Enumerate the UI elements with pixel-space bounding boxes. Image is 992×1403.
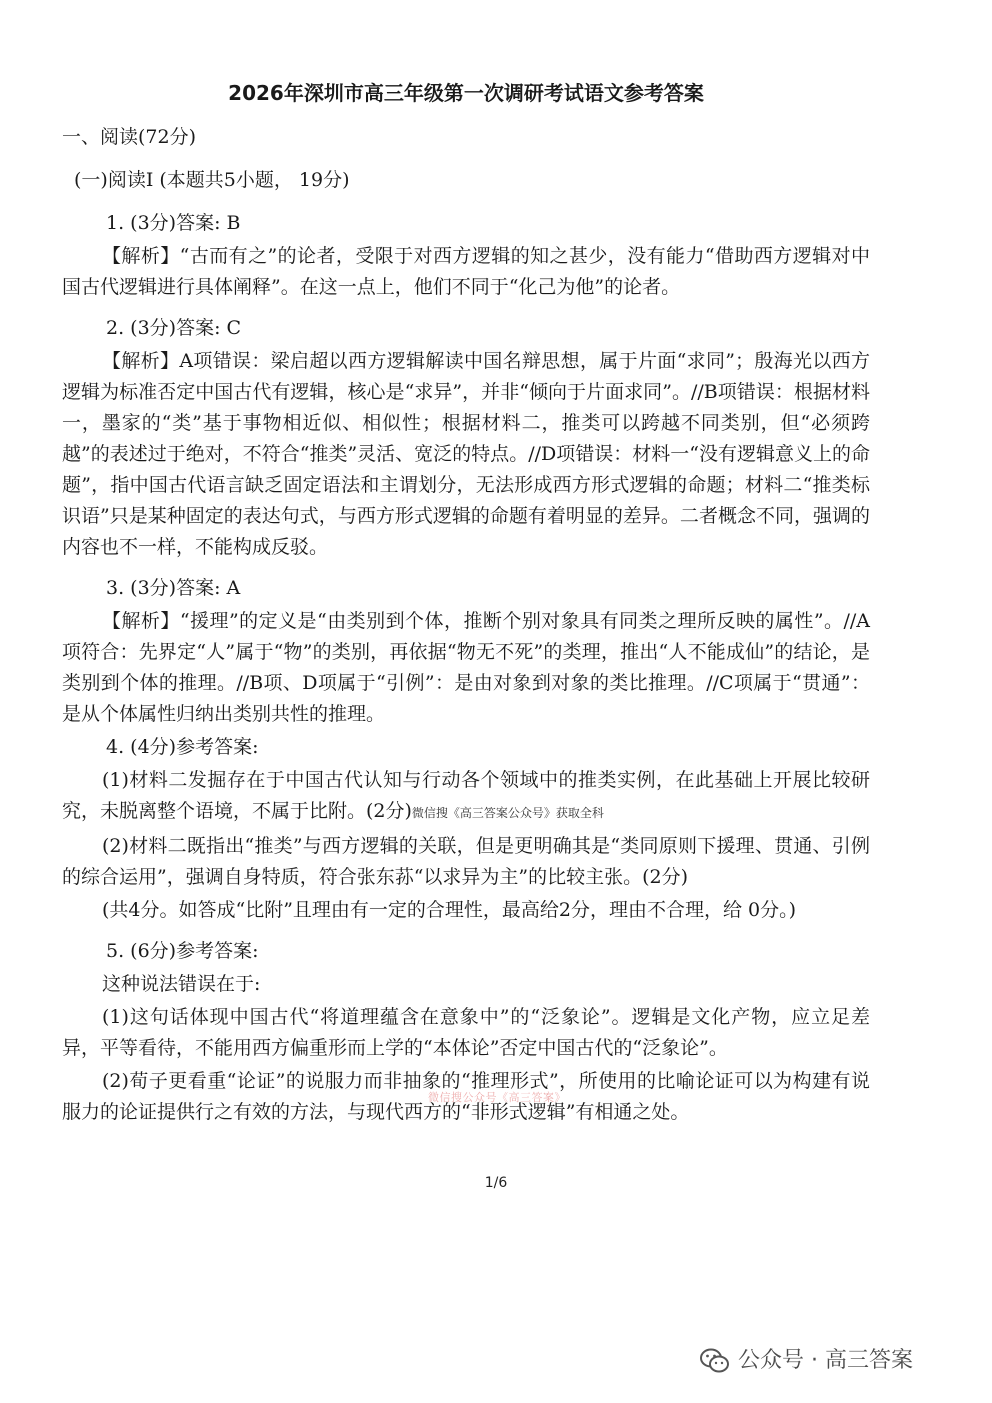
page-title: 2026年深圳市高三年级第一次调研考试语文参考答案 xyxy=(228,81,704,105)
question-3-analysis: 【解析】“援理”的定义是“由类别到个体，推断个别对象具有同类之理所反映的属性”。//A项符合：先界定“人”属于“物”的类别，再依据“物无不死”的类理，推出“人不能成仙”的结论，是类别到个体的推理。//B项、D项属于“引例”：是由对象到对象的类比推理。//C项属于“贯通”：是从个体属性归纳出类别共性的推理。 xyxy=(62,610,870,725)
question-5-head: 5. (6分)参考答案: xyxy=(106,940,259,962)
question-4-point-1-text: (1)材料二发掘存在于中国古代认知与行动各个领域中的推类实例，在此基础上开展比较研究，未脱离整个语境，不属于比附。(2分) xyxy=(62,769,870,822)
question-1-head: 1. (3分)答案: B xyxy=(106,212,241,234)
question-2-analysis: 【解析】A项错误：梁启超以西方逻辑解读中国名辩思想，属于片面“求同”；殷海光以西方逻辑为标准否定中国古代有逻辑，核心是“求异”，并非“倾向于片面求同”。//B项错误：根据材料一，墨家的“类”基于事物相近似、相似性；根据材料二，推类可以跨越不同类别，但“必须跨越”的表述过于绝对，不符合“推类”灵活、宽泛的特点。//D项错误：材料一“没有逻辑意义上的命题”，指中国古代语言缺乏固定语法和主谓划分，无法形成西方形式逻辑的命题；材料二“推类标识语”只是某种固定的表达句式，与西方形式逻辑的命题有着明显的差异。二者概念不同，强调的内容也不一样，不能构成反驳。 xyxy=(62,350,870,558)
footer-text: 公众号 · 高三答案 xyxy=(738,1348,913,1373)
question-4-point-1 xyxy=(62,765,870,829)
question-1-analysis: 【解析】“古而有之”的论者，受限于对西方逻辑的知之甚少，没有能力“借助西方逻辑对中国古代逻辑进行具体阐释”。在这一点上，他们不同于“化己为他”的论者。 xyxy=(62,245,870,298)
question-5-point-2: (2)荀子更看重“论证”的说服力而非抽象的“推理形式”，所使用的比喻论证可以为构建有说服力的论证提供行之有效的方法，与现代西方的“非形式逻辑”有相通之处。 xyxy=(62,1070,870,1123)
promo-note: 微信搜《高三答案公众号》获取全科 xyxy=(411,806,604,820)
question-5-lead: 这种说法错误在于: xyxy=(102,973,261,995)
document-body xyxy=(62,78,870,1130)
footer-brand xyxy=(700,1345,913,1376)
question-4-scoring-note: (共4分。如答成“比附”且理由有一定的合理性，最高给2分，理由不合理，给 0分。) xyxy=(102,899,797,921)
watermark: 微信搜公众号《高三答案》 xyxy=(428,1091,566,1104)
subsection-heading: (一)阅读Ⅰ (本题共5小题， 19分) xyxy=(74,169,350,191)
section-heading: 一、阅读(72分) xyxy=(62,126,197,148)
question-4-head: 4. (4分)参考答案: xyxy=(106,736,259,758)
question-2-head: 2. (3分)答案: C xyxy=(106,317,242,339)
question-5-point-1: (1)这句话体现中国古代“将道理蕴含在意象中”的“泛象论”。逻辑是文化产物，应立足差异，平等看待，不能用西方偏重形而上学的“本体论”否定中国古代的“泛象论”。 xyxy=(62,1006,870,1059)
page-number: 1/6 xyxy=(484,1175,508,1191)
question-3-head: 3. (3分)答案: A xyxy=(106,577,241,599)
wechat-icon xyxy=(700,1348,730,1374)
question-4-point-2: (2)材料二既指出“推类”与西方逻辑的关联，但是更明确其是“类同原则下援理、贯通、引例的综合运用”，强调自身特质，符合张东荪“以求异为主”的比较主张。(2分) xyxy=(62,835,870,888)
